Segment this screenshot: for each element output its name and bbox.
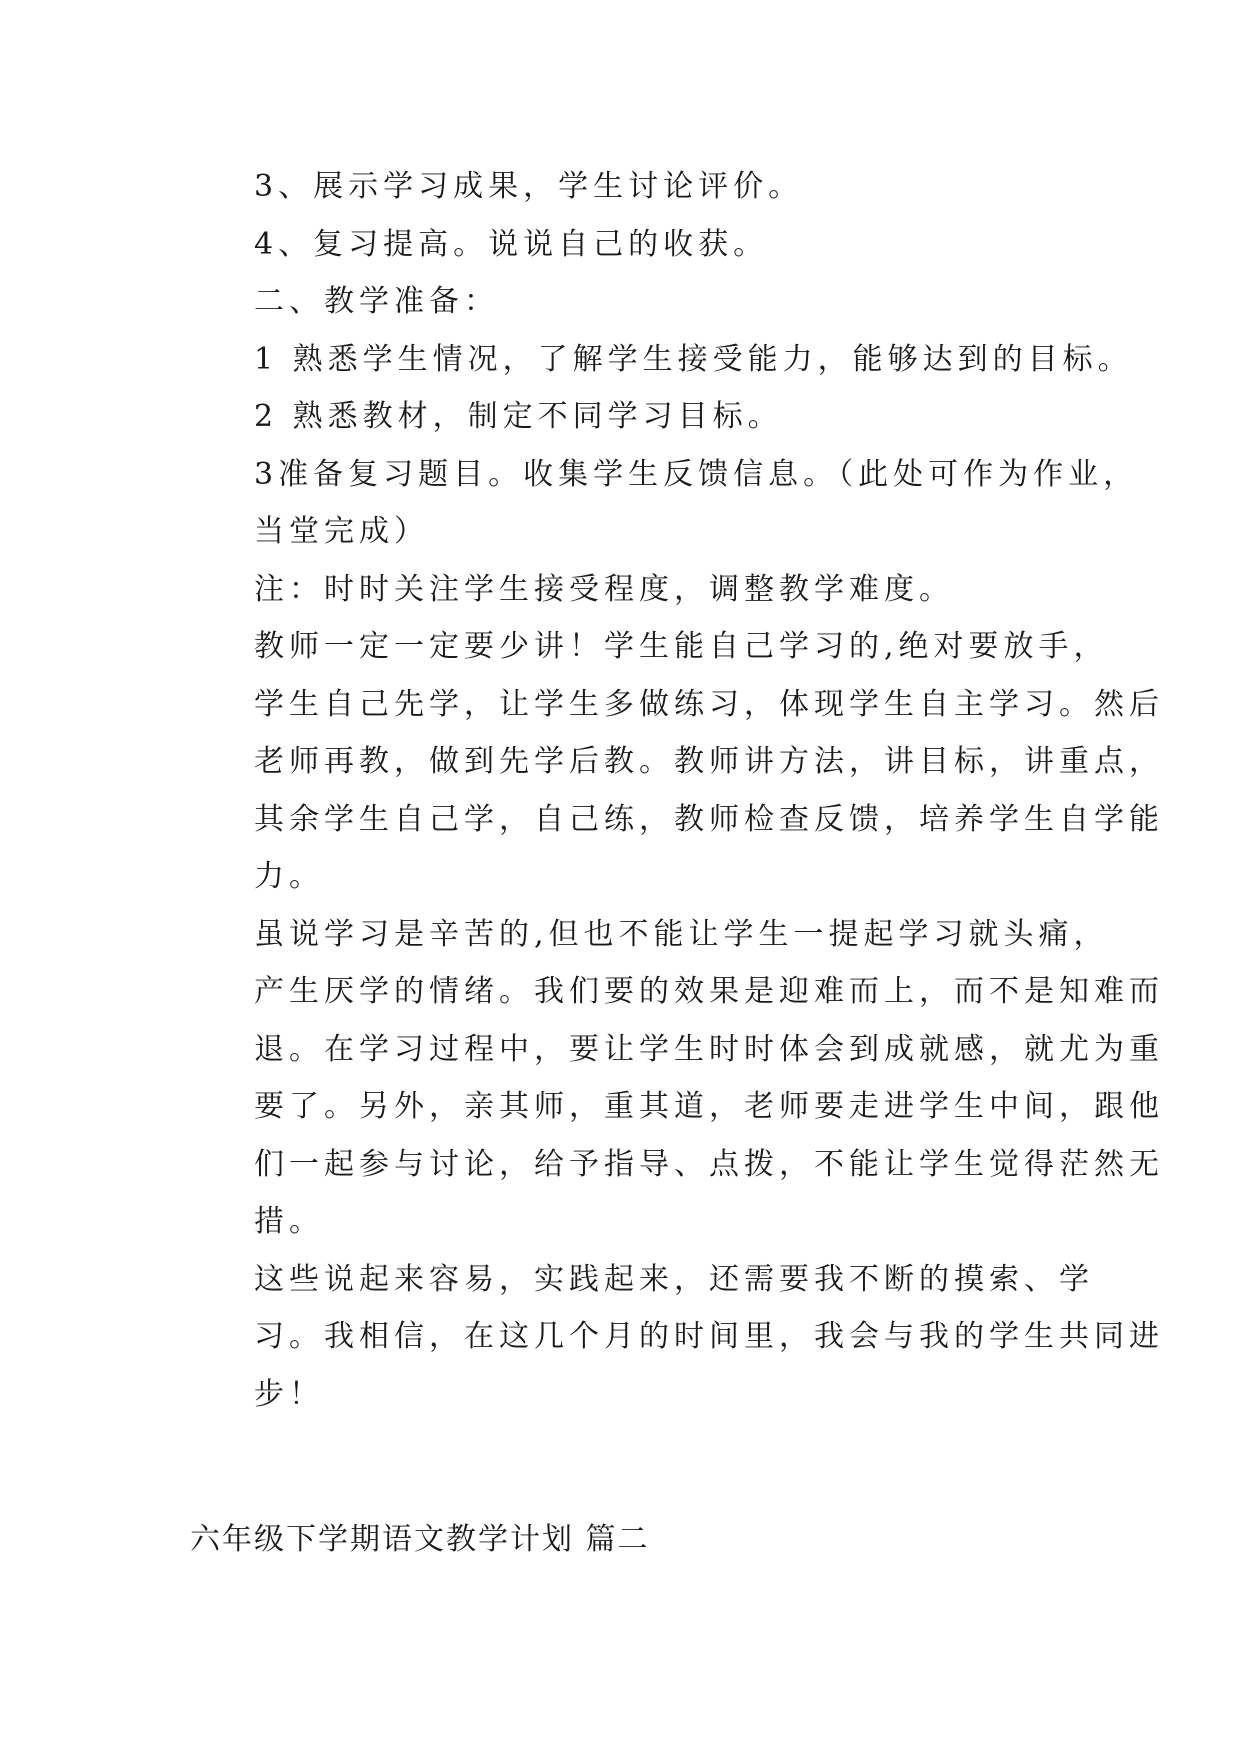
text-line: 力。 — [254, 859, 324, 894]
paragraph-prep-2 — [190, 388, 1070, 446]
paragraph-prep-1 — [190, 331, 1133, 389]
text-line: 3、展示学习成果，学生讨论评价。 — [254, 169, 804, 204]
text-line: 学生自己先学，让学生多做练习，体现学生自主学习。然后 — [254, 686, 1164, 722]
paragraph-conclusion — [190, 1251, 1164, 1424]
text-line: 习。我相信，在这几个月的时间里，我会与我的学生共同进 — [254, 1319, 1164, 1354]
section-heading: 六年级下学期语文教学计划 篇二 — [190, 1522, 650, 1557]
text-line: 要了。另外，亲其师，重其道，老师要走进学生中间，跟他 — [254, 1089, 1164, 1124]
text-line: 老师再教，做到先学后教。教师讲方法，讲目标，讲重点， — [254, 744, 1164, 779]
text-line: 二、教学准备： — [254, 284, 499, 319]
paragraph-step-4 — [190, 216, 1070, 274]
paragraph-learning-attitude — [190, 906, 1164, 1251]
text-line: 当堂完成） — [254, 514, 429, 549]
paragraph-step-3 — [190, 158, 1070, 216]
paragraph-teacher-approach — [190, 618, 1164, 906]
paragraph-note — [190, 561, 1070, 619]
text-line: 措。 — [254, 1204, 324, 1239]
text-line: 2 熟悉教材，制定不同学习目标。 — [254, 399, 783, 434]
document-body — [190, 158, 1164, 1423]
text-line: 注：时时关注学生接受程度，调整教学难度。 — [254, 571, 954, 607]
text-line: 4、复习提高。说说自己的收获。 — [254, 226, 769, 262]
text-line: 退。在学习过程中，要让学生时时体会到成就感，就尤为重 — [254, 1031, 1164, 1067]
paragraph-prep-3 — [190, 446, 1139, 561]
text-line: 教师一定一定要少讲！学生能自己学习的,绝对要放手， — [254, 629, 1109, 664]
text-line: 虽说学习是辛苦的,但也不能让学生一提起学习就头痛， — [254, 916, 1109, 952]
text-line: 这些说起来容易，实践起来，还需要我不断的摸索、学 — [254, 1261, 1094, 1297]
text-line: 们一起参与讨论，给予指导、点拨，不能让学生觉得茫然无 — [254, 1146, 1164, 1182]
section-teaching-preparation — [190, 273, 1070, 331]
text-line: 1 熟悉学生情况，了解学生接受能力，能够达到的目标。 — [254, 341, 1133, 377]
text-line: 3准备复习题目。收集学生反馈信息。（此处可作为作业， — [254, 456, 1139, 492]
text-line: 步！ — [254, 1376, 324, 1412]
text-line: 其余学生自己学，自己练，教师检查反馈，培养学生自学能 — [254, 801, 1164, 837]
text-line: 产生厌学的情绪。我们要的效果是迎难而上，而不是知难而 — [254, 974, 1164, 1009]
